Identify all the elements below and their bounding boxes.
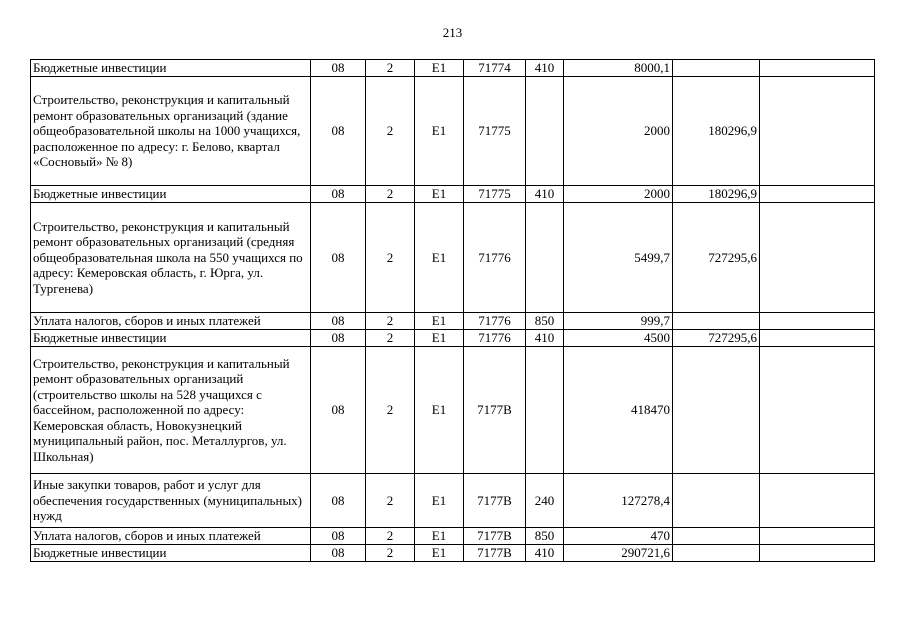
amount-3 [760, 186, 875, 203]
section-code: 08 [311, 77, 366, 186]
table-row [31, 545, 875, 562]
amount-2 [673, 347, 760, 474]
amount-1: 290721,6 [564, 545, 673, 562]
expense-type-code: 410 [526, 545, 564, 562]
item-name: Строительство, реконструкция и капитальный ремонт образовательных организаций (строительство школы на 528 учащихся с бассейном, расположенной по адресу: Кемеровская область, Новокузнецкий муниципальный район, пос. Металлургов, ул. Школьная) [31, 347, 311, 474]
subsection-code: 2 [366, 313, 415, 330]
section-code: 08 [311, 330, 366, 347]
amount-2 [673, 545, 760, 562]
item-name: Бюджетные инвестиции [31, 60, 311, 77]
amount-2 [673, 474, 760, 528]
target-code: 7177В [464, 528, 526, 545]
amount-1: 127278,4 [564, 474, 673, 528]
amount-1: 999,7 [564, 313, 673, 330]
page-number: 213 [442, 25, 463, 40]
amount-2 [673, 60, 760, 77]
subsection-code: 2 [366, 77, 415, 186]
item-name: Бюджетные инвестиции [31, 330, 311, 347]
table-row [31, 77, 875, 186]
amount-3 [760, 60, 875, 77]
amount-3 [760, 313, 875, 330]
program-code: Е1 [415, 60, 464, 77]
program-code: Е1 [415, 545, 464, 562]
target-code: 71775 [464, 186, 526, 203]
table-row [31, 313, 875, 330]
subsection-code: 2 [366, 545, 415, 562]
section-code: 08 [311, 203, 366, 313]
amount-1: 418470 [564, 347, 673, 474]
item-name: Уплата налогов, сборов и иных платежей [31, 528, 311, 545]
subsection-code: 2 [366, 347, 415, 474]
item-name: Бюджетные инвестиции [31, 186, 311, 203]
amount-2: 727295,6 [673, 203, 760, 313]
amount-2: 727295,6 [673, 330, 760, 347]
section-code: 08 [311, 347, 366, 474]
amount-1: 2000 [564, 77, 673, 186]
section-code: 08 [311, 528, 366, 545]
expense-type-code [526, 347, 564, 474]
program-code: Е1 [415, 330, 464, 347]
amount-2: 180296,9 [673, 186, 760, 203]
target-code: 71775 [464, 77, 526, 186]
section-code: 08 [311, 186, 366, 203]
item-name: Бюджетные инвестиции [31, 545, 311, 562]
amount-3 [760, 347, 875, 474]
section-code: 08 [311, 545, 366, 562]
amount-3 [760, 528, 875, 545]
amount-1: 5499,7 [564, 203, 673, 313]
amount-1: 4500 [564, 330, 673, 347]
item-name: Иные закупки товаров, работ и услуг для обеспечения государственных (муниципальных) нужд [31, 474, 311, 528]
table-row [31, 203, 875, 313]
amount-2 [673, 313, 760, 330]
amount-1: 8000,1 [564, 60, 673, 77]
section-code: 08 [311, 60, 366, 77]
expense-type-code: 410 [526, 60, 564, 77]
amount-3 [760, 330, 875, 347]
program-code: Е1 [415, 313, 464, 330]
table-row [31, 474, 875, 528]
program-code: Е1 [415, 203, 464, 313]
amount-3 [760, 545, 875, 562]
expense-type-code [526, 203, 564, 313]
table-row [31, 186, 875, 203]
expense-type-code: 240 [526, 474, 564, 528]
target-code: 7177В [464, 347, 526, 474]
expense-type-code [526, 77, 564, 186]
table-row [31, 60, 875, 77]
program-code: Е1 [415, 474, 464, 528]
subsection-code: 2 [366, 528, 415, 545]
expense-type-code: 850 [526, 313, 564, 330]
target-code: 7177В [464, 474, 526, 528]
amount-3 [760, 203, 875, 313]
amount-3 [760, 77, 875, 186]
target-code: 71776 [464, 330, 526, 347]
expense-type-code: 410 [526, 330, 564, 347]
budget-table [30, 59, 875, 562]
amount-3 [760, 474, 875, 528]
section-code: 08 [311, 474, 366, 528]
amount-1: 2000 [564, 186, 673, 203]
target-code: 71776 [464, 203, 526, 313]
subsection-code: 2 [366, 474, 415, 528]
subsection-code: 2 [366, 186, 415, 203]
item-name: Строительство, реконструкция и капитальный ремонт образовательных организаций (средняя общеобразовательная школа на 550 учащихся по адресу: Кемеровская область, г. Юрга, ул. Тургенева) [31, 203, 311, 313]
target-code: 7177В [464, 545, 526, 562]
expense-type-code: 410 [526, 186, 564, 203]
table-row [31, 528, 875, 545]
table-row [31, 347, 875, 474]
item-name: Уплата налогов, сборов и иных платежей [31, 313, 311, 330]
target-code: 71776 [464, 313, 526, 330]
item-name: Строительство, реконструкция и капитальный ремонт образовательных организаций (здание общеобразовательной школы на 1000 учащихся, расположенное по адресу: г. Белово, квартал «Сосновый» № 8) [31, 77, 311, 186]
subsection-code: 2 [366, 203, 415, 313]
subsection-code: 2 [366, 330, 415, 347]
amount-1: 470 [564, 528, 673, 545]
target-code: 71774 [464, 60, 526, 77]
program-code: Е1 [415, 77, 464, 186]
section-code: 08 [311, 313, 366, 330]
program-code: Е1 [415, 528, 464, 545]
amount-2 [673, 528, 760, 545]
program-code: Е1 [415, 186, 464, 203]
amount-2: 180296,9 [673, 77, 760, 186]
subsection-code: 2 [366, 60, 415, 77]
expense-type-code: 850 [526, 528, 564, 545]
table-row [31, 330, 875, 347]
program-code: Е1 [415, 347, 464, 474]
